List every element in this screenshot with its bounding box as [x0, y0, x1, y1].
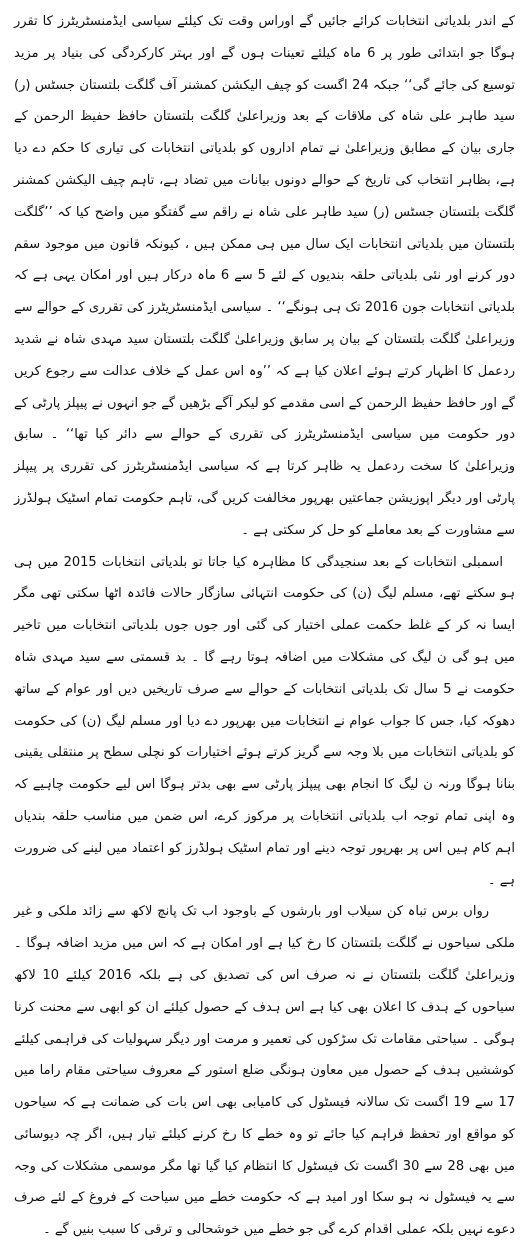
article-paragraph-1: کے اندر بلدیاتی انتخابات کرائے جائیں گے اوراس وقت تک کیلئے سیاسی ایڈمنسٹریٹرز کا تقرر ہوگا جو ابتدائی طور پر 6 ماہ کیلئے تعینات ہوں گے اور بہتر کارکردگی کی بنیاد پر مزید توسیع کی جائے گی‘‘ جبکہ 24 اگست کو چیف الیکشن کمشنر آف گلگت بلتستان جسٹس (ر) سید طاہر علی شاہ کی ملاقات کے بعد وزیراعلیٰ گلگت بلتستان حافظ حفیظ الرحمن کے جاری بیان کے مطابق وزیراعلیٰ نے تمام اداروں کو بلدیاتی انتخابات کی تیاری کا حکم دے دیا ہے، بظاہر انتخاب کی تاریخ کے حوالے دونوں بیانات میں تضاد ہے، تاہم چیف الیکشن کمشنر گلگت بلتستان جسٹس (ر) سید طاہر علی شاہ نے راقم سے گفتگو میں واضح کیا کہ ’’گلگت بلتستان میں بلدیاتی انتخابات ایک سال میں ہی ممکن ہیں ، کیونکہ قانون میں موجود سقم دور کرنے اور نئی بلدیاتی حلقہ بندیوں کے لئے 5 سے 6 ماہ درکار ہیں اور امکان یہی ہے کہ بلدیاتی انتخابات جون 2016 تک ہی ہونگے‘‘ ۔ سیاسی ایڈمنسٹریٹرز کی تقرری کے حوالے سے وزیراعلیٰ گلگت بلتستان کے بیان پر سابق وزیراعلیٰ گلگت بلتستان سید مہدی شاہ نے شدید ردعمل کا اظہار کرتے ہوئے اعلان کیا ہے کہ ’’وہ اس عمل کے خلاف عدالت سے رجوع کریں گے اور حافظ حفیظ الرحمن کے اسی مقدمے کو لیکر آگے بڑھیں گے جو انہوں نے پیپلز پارٹی کے دور حکومت میں سیاسی ایڈمنسٹریٹرز کی تقرری کے حوالے سے دائر کیا تھا‘‘ ۔ سابق وزیراعلیٰ کا سخت ردعمل یہ ظاہر کرتا ہے کہ سیاسی ایڈمنسٹریٹرز کی تقرری پر پیپلز پارٹی اور دیگر اپوزیشن جماعتیں بھرپور مخالفت کریں گی، تاہم حکومت تمام اسٹیک ہولڈرز سے مشاورت کے بعد معاملے کو حل کر سکتی ہے ۔ [14, 14, 516, 538]
article-paragraph-2: اسمبلی انتخابات کے بعد سنجیدگی کا مظاہرہ کیا جاتا تو بلدیاتی انتخابات 2015 میں ہی ہو سکتے تھے، مسلم لیگ (ن) کی حکومت انتہائی سازگار حالات فائدہ اٹھا سکتی تھی مگر ایسا نہ کر کے غلط حکمت عملی اختیار کی گئی اور جوں جوں بلدیاتی انتخابات میں تاخیر میں ہو گی ن لیگ کی مشکلات میں اضافہ ہوتا رہے گا ۔ بد قسمتی سے سید مہدی شاہ حکومت نے 5 سال تک بلدیاتی انتخابات کے حوالے سے صرف تاریخیں دیں اور عوام کے ساتھ دھوکہ کیا، جس کا جواب عوام نے انتخابات میں بھرپور دے دیا اور مسلم لیگ (ن) کی حکومت کو بلدیاتی انتخابات میں بلا وجہ سے گریز کرتے ہوئے اختیارات کو نچلی سطح پر منتقلی یقینی بنانا ہوگا ورنہ ن لیگ کا انجام بھی پیپلز پارٹی سے بھی بدتر ہوگا اس لیے حکومت چاہیے کہ وہ اپنی تمام توجہ اب بلدیاتی انتخابات پر مرکوز کرے، اس ضمن میں مناسب حلقہ بندیاں اہم کام ہیں اس پر بھرپور توجہ دینے اور تمام اسٹیک ہولڈرز کو اعتماد میں لینے کی ضرورت ہے ۔ [14, 554, 515, 888]
article-paragraph-3: رواں برس تباہ کن سیلاب اور بارشوں کے باوجود اب تک پانچ لاکھ سے زائد ملکی و غیر ملکی سیاحوں نے گلگت بلتستان کا رخ کیا ہے اور امکان ہے کہ اس میں مزید اضافہ ہوگا ۔ وزیراعلیٰ گلگت بلتستان نے نہ صرف اس کی تصدیق کی ہے بلکہ 2016 کیلئے 10 لاکھ سیاحوں کے ہدف کا اعلان بھی کیا ہے اس ہدف کے حصول کیلئے ان کو ابھی سے محنت کرنا ہوگی ۔ سیاحتی مقامات تک سڑکوں کی تعمیر و مرمت اور دیگر سہولیات کی فراہمی کیلئے کوششیں ہدف کے حصول میں معاون ہونگی ضلع استور کے معروف سیاحتی مقام راما میں 17 سے 19 اگست تک سالانہ فیسٹول کی کامیابی بھی اس بات کی ضمانت ہے کہ سیاحوں کو مواقع اور تحفظ فراہم کیا جائے تو وہ خطے کا رخ کرنے کیلئے تیار ہیں، اگر چہ دیوسائی میں بھی 28 سے 30 اگست تک فیسٹول کا انتظام کیا گیا تھا مگر موسمی مشکلات کی وجہ سے یہ فیسٹول نہ ہو سکا اور امید ہے کہ حکومت خطے میں سیاحت کے فروغ کے لئے صرف دعوے نہیں بلکہ عملی اقدام کرے گی جو خطے میں خوشحالی و ترقی کا سبب بنیں گے ۔ [14, 904, 516, 1238]
